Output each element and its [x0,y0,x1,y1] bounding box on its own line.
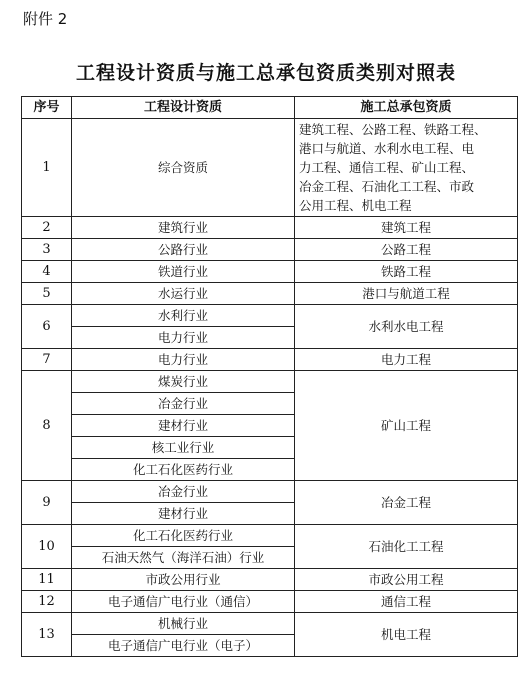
design-qualification: 市政公用行业 [72,569,295,591]
construction-qualification: 铁路工程 [295,261,518,283]
design-qualification: 建材行业 [72,415,295,437]
construction-qualification: 冶金工程 [295,481,518,525]
table-row [22,525,518,547]
design-qualification: 建筑行业 [72,217,295,239]
design-qualification: 机械行业 [72,613,295,635]
construction-qualification: 石油化工工程 [295,525,518,569]
table-row [22,591,518,613]
row-seq: 5 [22,283,72,305]
construction-qualification [295,119,518,217]
table-row [22,217,518,239]
row-seq: 3 [22,239,72,261]
construction-line: 力工程、通信工程、矿山工程、 [299,160,475,175]
design-qualification: 煤炭行业 [72,371,295,393]
row-seq: 2 [22,217,72,239]
row-seq: 6 [22,305,72,349]
table-header-row [22,97,518,119]
table-row [22,261,518,283]
construction-line: 港口与航道、水利水电工程、电 [299,141,475,156]
construction-line: 公用工程、机电工程 [299,198,412,213]
construction-qualification: 港口与航道工程 [295,283,518,305]
table-row [22,569,518,591]
design-qualification: 电力行业 [72,327,295,349]
design-qualification: 水利行业 [72,305,295,327]
row-seq: 7 [22,349,72,371]
design-qualification: 石油天然气（海洋石油）行业 [72,547,295,569]
construction-qualification: 通信工程 [295,591,518,613]
construction-qualification: 水利水电工程 [295,305,518,349]
table-row [22,119,518,217]
header-design: 工程设计资质 [72,97,295,119]
design-qualification: 核工业行业 [72,437,295,459]
header-construction: 施工总承包资质 [295,97,518,119]
construction-qualification: 市政公用工程 [295,569,518,591]
row-seq: 13 [22,613,72,657]
design-qualification: 电子通信广电行业（通信） [72,591,295,613]
table-row [22,613,518,635]
row-seq: 8 [22,371,72,481]
design-qualification: 电子通信广电行业（电子） [72,635,295,657]
attachment-label: 附件 2 [23,10,68,28]
row-seq: 1 [22,119,72,217]
construction-line: 建筑工程、公路工程、铁路工程、 [299,122,487,137]
row-seq: 10 [22,525,72,569]
row-seq: 11 [22,569,72,591]
row-seq: 12 [22,591,72,613]
design-qualification: 水运行业 [72,283,295,305]
table-row [22,481,518,503]
construction-qualification: 公路工程 [295,239,518,261]
row-seq: 4 [22,261,72,283]
construction-qualification: 矿山工程 [295,371,518,481]
design-qualification: 综合资质 [72,119,295,217]
design-qualification: 化工石化医药行业 [72,459,295,481]
qualification-table [21,96,518,657]
table-row [22,283,518,305]
design-qualification: 冶金行业 [72,393,295,415]
design-qualification: 公路行业 [72,239,295,261]
design-qualification: 化工石化医药行业 [72,525,295,547]
table-row [22,371,518,393]
construction-qualification: 建筑工程 [295,217,518,239]
table-row [22,349,518,371]
design-qualification: 冶金行业 [72,481,295,503]
row-seq: 9 [22,481,72,525]
construction-qualification: 电力工程 [295,349,518,371]
page-title: 工程设计资质与施工总承包资质类别对照表 [75,62,456,84]
table-row [22,305,518,327]
construction-qualification: 机电工程 [295,613,518,657]
design-qualification: 铁道行业 [72,261,295,283]
construction-line: 冶金工程、石油化工工程、市政 [299,179,475,194]
design-qualification: 建材行业 [72,503,295,525]
header-seq: 序号 [22,97,72,119]
table-row [22,239,518,261]
design-qualification: 电力行业 [72,349,295,371]
